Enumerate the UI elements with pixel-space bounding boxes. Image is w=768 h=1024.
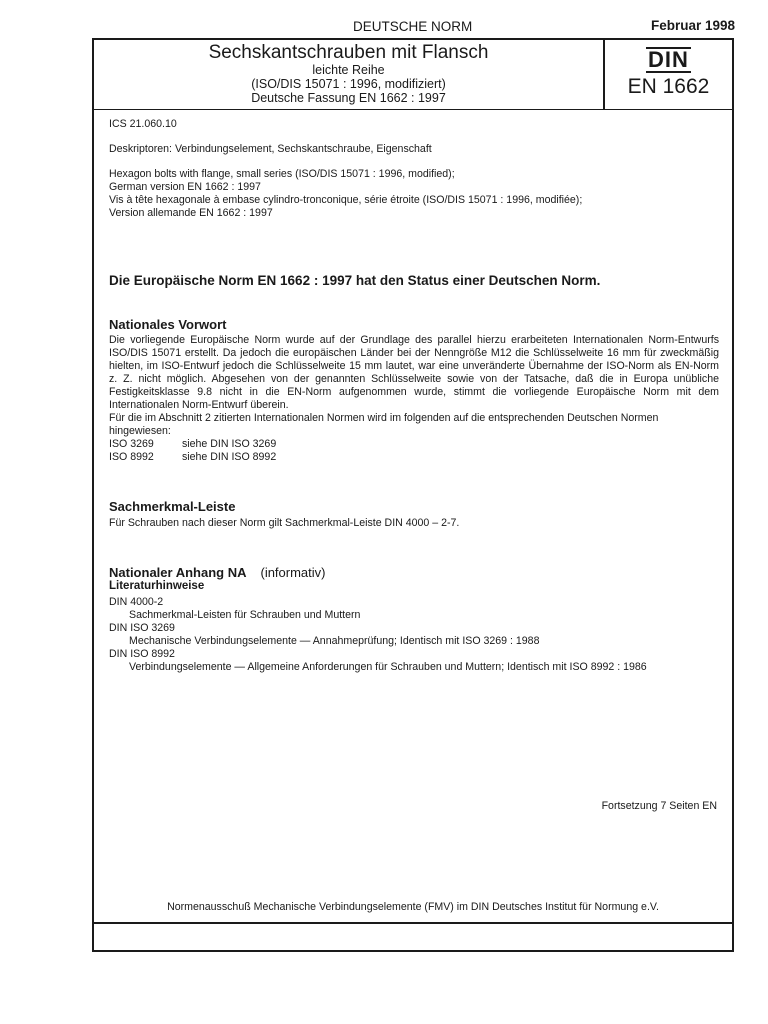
footer-divider	[94, 922, 732, 924]
ics-code: ICS 21.060.10	[109, 118, 177, 130]
anhang-title: Nationaler Anhang NA	[109, 565, 247, 580]
reference-row	[109, 438, 719, 451]
translation-line: German version EN 1662 : 1997	[109, 181, 261, 193]
din-area	[605, 40, 732, 109]
vorwort-section	[109, 318, 719, 464]
document-body	[109, 118, 719, 220]
literature-description: Mechanische Verbindungselemente — Annahmeprüfung; Identisch mit ISO 3269 : 1988	[129, 635, 540, 647]
footer-committee: Normenausschuß Mechanische Verbindungselemente (FMV) im DIN Deutsches Institut für Normung e.V.	[167, 901, 659, 913]
din-logo: DIN	[648, 47, 689, 72]
translation-line: Vis à tête hexagonale à embase cylindro-tronconique, série étroite (ISO/DIS 15071 : 1996, modifiée);	[109, 194, 583, 206]
descriptors: Deskriptoren: Verbindungselement, Sechskantschraube, Eigenschaft	[109, 143, 432, 155]
vorwort-text-2: Für die im Abschnitt 2 zitierten Internationalen Normen wird im folgenden auf die entsprechenden Deutschen Normen hingewiesen:	[109, 412, 659, 437]
header-box	[94, 40, 732, 110]
reference-row	[109, 451, 719, 464]
literature-description: Verbindungselemente — Allgemeine Anforderungen für Schrauben und Muttern; Identisch mit ISO 8992 : 1986	[129, 661, 647, 673]
document-subtitle: leichte Reihe	[312, 63, 385, 77]
document-title: Sechskantschrauben mit Flansch	[208, 42, 489, 63]
sachmerkmal-heading: Sachmerkmal-Leiste	[109, 499, 236, 514]
literatur-heading: Literaturhinweise	[109, 580, 205, 592]
translation-line: Version allemande EN 1662 : 1997	[109, 207, 273, 219]
vorwort-text: Die vorliegende Europäische Norm wurde auf der Grundlage des parallel hierzu erarbeiteten Internationalen Norm-Entwurfs ISO/DIS 15071 erstellt. Da jedoch die europäischen Länder bei der Nenngröße M12 die Schlüsselweite 16 mm für zweckmäßig hielten, im ISO-Entwurf jedoch die Schlüsselweite 15 mm lautet, war eine unveränderte Übernahme der ISO-Norm als EN-Norm z. Z. nicht möglich. Abgesehen von der genannten Schlüsselweite sowie von der Tatsache, daß die in Europa unübliche Festigkeitsklasse 9.8 nicht in die EN-Norm aufgenommen wurde, stimmt die vorliegende Europäische Norm mit dem Internationalen Norm-Entwurf überein.	[109, 334, 719, 411]
literature-description: Sachmerkmal-Leisten für Schrauben und Muttern	[129, 609, 361, 621]
anhang-section	[109, 566, 719, 674]
document-type-label: DEUTSCHE NORM	[353, 19, 473, 34]
literature-code: DIN 4000-2	[109, 596, 164, 608]
title-area	[94, 40, 605, 109]
vorwort-heading: Nationales Vorwort	[109, 317, 227, 332]
document-german-version: Deutsche Fassung EN 1662 : 1997	[251, 91, 446, 105]
document-iso-reference: (ISO/DIS 15071 : 1996, modifiziert)	[251, 77, 446, 91]
din-reference: siehe DIN ISO 3269	[182, 438, 277, 450]
din-reference: siehe DIN ISO 8992	[182, 451, 277, 463]
standard-number: EN 1662	[627, 75, 710, 98]
iso-code: ISO 3269	[109, 438, 154, 450]
document-frame	[92, 38, 734, 952]
sachmerkmal-section	[109, 500, 719, 530]
status-statement: Die Europäische Norm EN 1662 : 1997 hat den Status einer Deutschen Norm.	[109, 273, 601, 288]
informativ-label: (informativ)	[260, 565, 326, 580]
sachmerkmal-text: Für Schrauben nach dieser Norm gilt Sachmerkmal-Leiste DIN 4000 – 2-7.	[109, 517, 460, 529]
translation-line: Hexagon bolts with flange, small series (ISO/DIS 15071 : 1996, modified);	[109, 168, 455, 180]
iso-code: ISO 8992	[109, 451, 154, 463]
literature-code: DIN ISO 3269	[109, 622, 175, 634]
literature-code: DIN ISO 8992	[109, 648, 175, 660]
publication-date: Februar 1998	[650, 18, 735, 33]
continuation-note: Fortsetzung 7 Seiten EN	[601, 800, 717, 812]
anhang-heading	[109, 566, 719, 579]
